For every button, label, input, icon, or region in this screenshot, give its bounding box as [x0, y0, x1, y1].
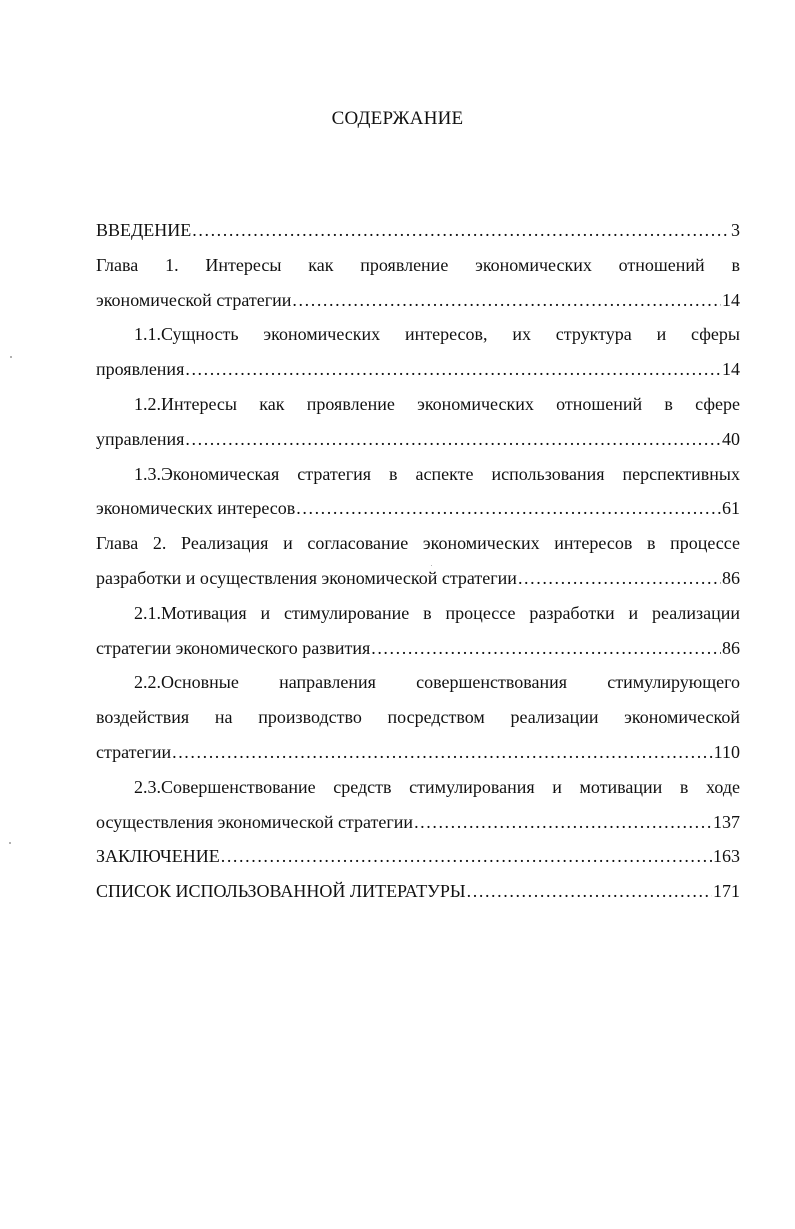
toc-entry-introduction	[96, 213, 740, 248]
toc-entry-chapter-2	[96, 526, 740, 596]
toc-page-number: 40	[722, 428, 740, 449]
scan-speck	[10, 356, 12, 358]
toc-entry-title-line: 1.3.Экономическая стратегия в аспекте использования перспективных	[134, 463, 740, 484]
toc-entry-line	[96, 631, 740, 666]
toc-entry-title-line: 1.2.Интересы как проявление экономических отношений в сфере	[134, 393, 740, 414]
dot-leader	[292, 283, 721, 318]
dot-leader	[518, 561, 721, 596]
toc-page-number: 171	[713, 881, 740, 902]
dot-leader	[221, 839, 712, 874]
dot-leader	[172, 735, 713, 770]
toc-entry-section-1-2	[96, 387, 740, 457]
toc-entry-line	[96, 839, 740, 874]
toc-entry-section-2-1	[96, 596, 740, 666]
toc-entry-line	[96, 422, 740, 457]
toc-page-number: 110	[713, 741, 740, 762]
toc-entry-line	[96, 283, 740, 318]
toc-entry-title: проявления	[96, 359, 185, 380]
toc-entry-title: экономических интересов	[96, 498, 296, 519]
dot-leader	[371, 631, 721, 666]
toc-entry-title-line: 1.1.Сущность экономических интересов, их структура и сферы	[134, 324, 740, 345]
toc-entry-title: экономической стратегии	[96, 289, 292, 310]
toc-page-number: 14	[722, 359, 740, 380]
toc-entry-title: ЗАКЛЮЧЕНИЕ	[96, 846, 220, 867]
toc-entry-chapter-1	[96, 248, 740, 318]
dot-leader	[296, 491, 721, 526]
dot-leader	[185, 352, 721, 387]
toc-entry-title: ВВЕДЕНИЕ	[96, 220, 192, 240]
toc-entry-line	[96, 561, 740, 596]
toc-entry-line	[96, 874, 740, 909]
toc-entry-conclusion	[96, 839, 740, 874]
toc-entry-title-line: 2.3.Совершенствование средств стимулирования и мотивации в ходе	[134, 776, 740, 797]
scan-speck	[431, 565, 432, 566]
dot-leader	[185, 422, 721, 457]
toc-entry-section-2-2	[96, 665, 740, 769]
toc-page-number: 3	[731, 220, 740, 240]
toc-page-number: 137	[713, 811, 740, 832]
toc-entry-section-1-1	[96, 317, 740, 387]
toc-entry-title-line: Глава 2. Реализация и согласование экономических интересов в процессе	[96, 533, 740, 554]
dot-leader	[467, 874, 712, 909]
toc-entry-line	[96, 735, 740, 770]
toc-page-number: 86	[722, 567, 740, 588]
toc-entry-section-2-3	[96, 770, 740, 840]
toc-entry-title: разработки и осуществления экономической стратегии	[96, 567, 517, 588]
toc-entry-section-1-3	[96, 457, 740, 527]
toc-entry-title-line: 2.2.Основные направления совершенствования стимулирующего	[134, 672, 740, 693]
toc-entry-title: управления	[96, 428, 185, 449]
toc-entry-title: СПИСОК ИСПОЛЬЗОВАННОЙ ЛИТЕРАТУРЫ	[96, 881, 466, 902]
dot-leader	[414, 805, 712, 840]
toc-page-number: 163	[713, 846, 740, 867]
toc-entry-title: осуществления экономической стратегии	[96, 811, 414, 832]
toc-page-number: 86	[722, 637, 740, 658]
toc-entry-line	[96, 352, 740, 387]
toc-entry-title: стратегии	[96, 741, 172, 762]
toc-entry-line	[96, 491, 740, 526]
toc-entry-line	[96, 213, 740, 248]
toc-entry-title: стратегии экономического развития	[96, 637, 371, 658]
dot-leader	[192, 213, 730, 248]
toc-entry-title-line: 2.1.Мотивация и стимулирование в процессе разработки и реализации	[134, 602, 740, 623]
toc-entry-title-line: воздействия на производство посредством реализации экономической	[96, 707, 740, 728]
table-of-contents	[96, 213, 740, 909]
scan-speck	[9, 842, 11, 844]
toc-entry-line	[96, 805, 740, 840]
toc-page-number: 61	[722, 498, 740, 519]
toc-entry-title-line: Глава 1. Интересы как проявление экономических отношений в	[96, 254, 740, 275]
toc-entry-bibliography	[96, 874, 740, 909]
toc-page-number: 14	[722, 289, 740, 310]
page-title: СОДЕРЖАНИЕ	[331, 108, 464, 129]
